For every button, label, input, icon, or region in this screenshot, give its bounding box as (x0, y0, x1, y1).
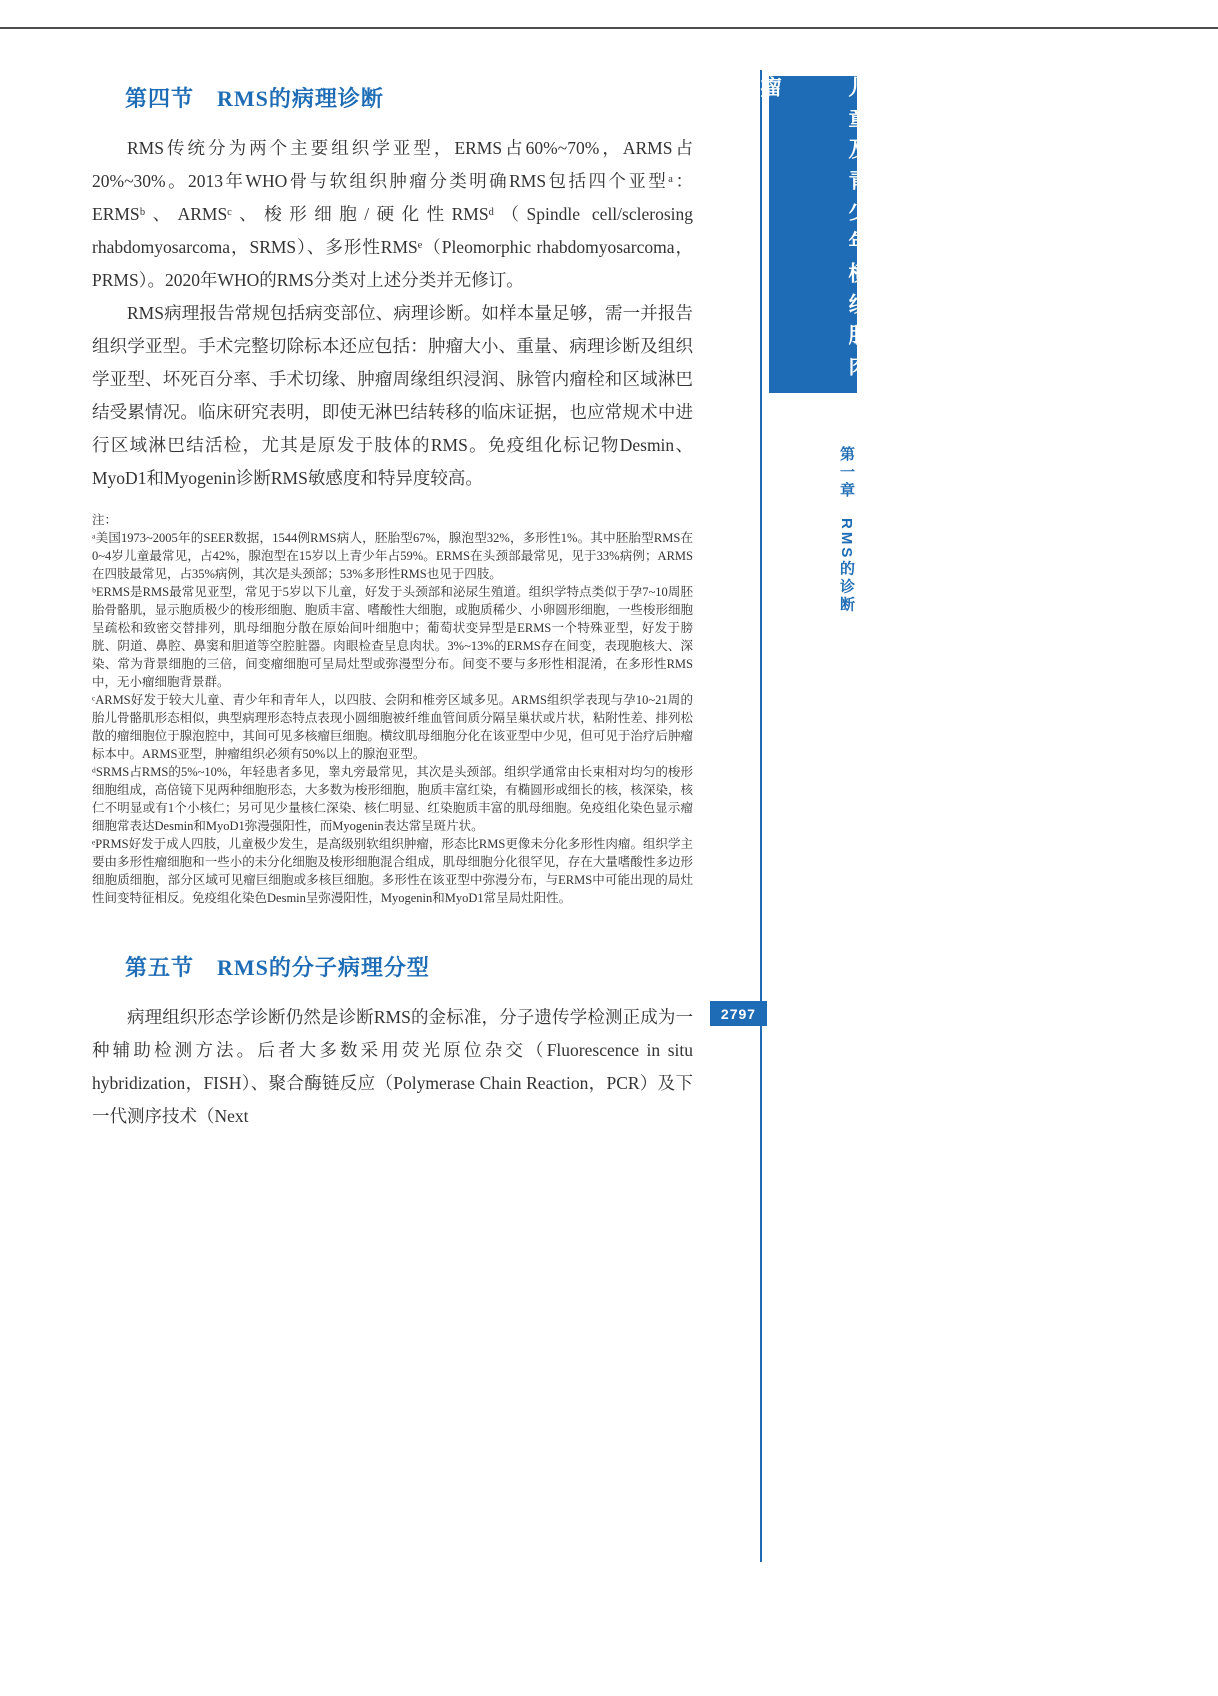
section5-paragraph-1: 病理组织形态学诊断仍然是诊断RMS的金标准，分子遗传学检测正成为一种辅助检测方法。后者大多数采用荧光原位杂交（Fluorescence in situ hybridization，FISH）、聚合酶链反应（Polymerase Chain Reaction，PCR）及下一代测序技术（Next (92, 1007, 693, 1126)
sidebar-banner (758, 76, 869, 393)
footnotes-label: 注： (92, 513, 118, 527)
book-series-title: 儿童及青少年横纹肌肉瘤 (758, 76, 869, 386)
section4-paragraph-2: RMS病理报告常规包括病变部位、病理诊断。如样本量足够，需一并报告组织学亚型。手术完整切除标本还应包括：肿瘤大小、重量、病理诊断及组织学亚型、坏死百分率、手术切缘、肿瘤周缘组织浸润、脉管内瘤栓和区域淋巴结受累情况。临床研究表明，即使无淋巴结转移的临床证据，也应常规术中进行区域淋巴结活检，尤其是原发于肢体的RMS。免疫组化标记物Desmin、MyoD1和Myogenin诊断RMS敏感度和特异度较高。 (92, 303, 693, 488)
footnote-c: ᶜARMS好发于较大儿童、青少年和青年人，以四肢、会阴和椎旁区域多见。ARMS组织学表现与孕10~21周的胎儿骨骼肌形态相似，典型病理形态特点表现小圆细胞被纤维血管间质分隔呈巢状或片状，粘附性差、排列松散的瘤细胞位于腺泡腔中，其间可见多核瘤巨细胞。横纹肌母细胞分化在该亚型中少见，但可见于治疗后肿瘤标本中。ARMS亚型，肿瘤组织必须有50%以上的腺泡亚型。 (92, 693, 693, 761)
main-text-column (92, 0, 693, 1133)
footnote-a: ᵃ美国1973~2005年的SEER数据，1544例RMS病人，胚胎型67%，腺泡型32%，多形性1%。其中胚胎型RMS在0~4岁儿童最常见，占42%，腺泡型在15岁以上青少年占59%。ERMS在头颈部最常见，见于33%病例；ARMS在四肢最常见，占35%病例，其次是头颈部；53%多形性RMS也见于四肢。 (92, 531, 693, 581)
section5-heading: 第五节 RMS的分子病理分型 (125, 955, 430, 980)
page-number-badge: 2797 (710, 1001, 767, 1026)
footnotes-block (92, 511, 693, 907)
section4-heading: 第四节 RMS的病理诊断 (125, 86, 384, 111)
footnote-b: ᵇERMS是RMS最常见亚型，常见于5岁以下儿童，好发于头颈部和泌尿生殖道。组织学特点类似于孕7~10周胚胎骨骼肌，显示胞质极少的梭形细胞、胞质丰富、嗜酸性大细胞，或胞质稀少、小卵圆形细胞，一些梭形细胞呈疏松和致密交替排列，肌母细胞分散在原始间叶细胞中；葡萄状变异型是ERMS一个特殊亚型，好发于膀胱、阴道、鼻腔、鼻窦和胆道等空腔脏器。肉眼检查呈息肉状。3%~13%的ERMS存在间变，表现胞核大、深染、常为背景细胞的三倍，间变瘤细胞可呈局灶型或弥漫型分布。间变不要与多形性相混淆，在多形性RMS中，无小瘤细胞背景群。 (92, 585, 693, 689)
section4-paragraph-1: RMS传统分为两个主要组织学亚型，ERMS占60%~70%，ARMS占20%~30%。2013年WHO骨与软组织肿瘤分类明确RMS包括四个亚型ᵃ：ERMSᵇ、ARMSᶜ、梭形细胞/硬化性RMSᵈ（Spindle cell/sclerosing rhabdomyosarcoma，SRMS）、多形性RMSᵉ（Pleomorphic rhabdomyosarcoma，PRMS）。2020年WHO的RMS分类对上述分类并无修订。 (92, 138, 693, 290)
footnote-d: ᵈSRMS占RMS的5%~10%，年轻患者多见，睾丸旁最常见，其次是头颈部。组织学通常由长束相对均匀的梭形细胞组成，高倍镜下见两种细胞形态，大多数为梭形细胞，胞质丰富红染，有椭圆形或细长的核，核深染，核仁不明显或有1个小核仁；另可见少量核仁深染、核仁明显、红染胞质丰富的肌母细胞。免疫组化染色显示瘤细胞常表达Desmin和MyoD1弥漫强阳性，而Myogenin表达常呈斑片状。 (92, 765, 693, 833)
footnote-e: ᵉPRMS好发于成人四肢，儿童极少发生，是高级别软组织肿瘤，形态比RMS更像未分化多形性肉瘤。组织学主要由多形性瘤细胞和一些小的未分化细胞及梭形细胞混合组成，肌母细胞分化很罕见，存在大量嗜酸性多边形细胞质细胞，部分区域可见瘤巨细胞或多核巨细胞。多形性在该亚型中弥漫分布，与ERMS中可能出现的局灶性间变特征相反。免疫组化染色Desmin呈弥漫阳性，Myogenin和MyoD1常呈局灶阳性。 (92, 837, 693, 905)
chapter-label: 第一章 RMS的诊断 (838, 445, 855, 615)
